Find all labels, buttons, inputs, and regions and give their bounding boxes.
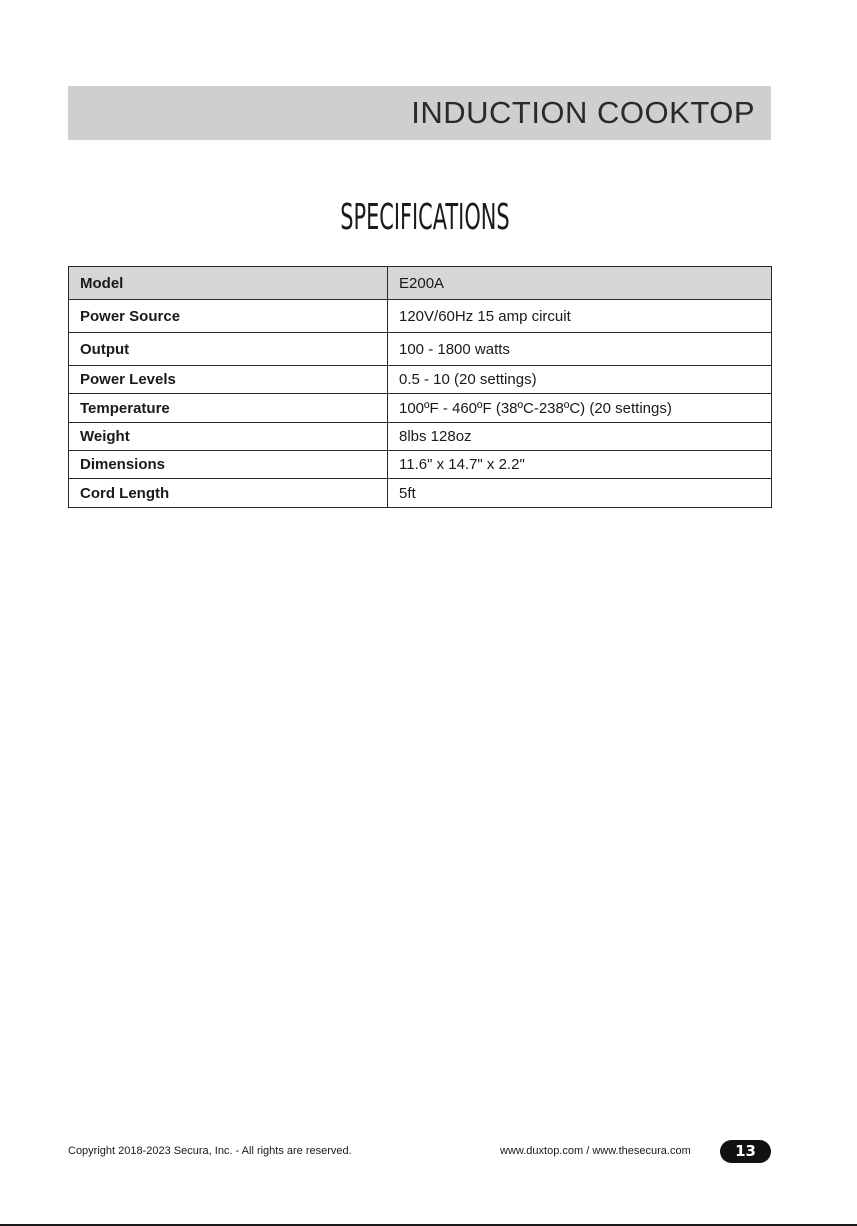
spec-label: Dimensions xyxy=(69,451,388,479)
spec-value: 5ft xyxy=(388,479,772,508)
spec-label: Weight xyxy=(69,423,388,451)
table-row xyxy=(69,451,772,479)
table-row xyxy=(69,423,772,451)
spec-value: 11.6" x 14.7" x 2.2" xyxy=(388,451,772,479)
footer-website-links: www.duxtop.com / www.thesecura.com xyxy=(500,1145,691,1157)
spec-label: Model xyxy=(69,267,388,300)
section-title: SPECIFICATIONS xyxy=(340,197,510,238)
spec-value: 8lbs 128oz xyxy=(388,423,772,451)
page-number-badge: 13 xyxy=(720,1140,771,1163)
spec-value: 100 - 1800 watts xyxy=(388,333,772,366)
table-row xyxy=(69,333,772,366)
table-row xyxy=(69,394,772,423)
footer-copyright: Copyright 2018-2023 Secura, Inc. - All rights are reserved. xyxy=(68,1145,352,1157)
spec-label: Temperature xyxy=(69,394,388,423)
spec-value: 0.5 - 10 (20 settings) xyxy=(388,366,772,394)
spec-label: Power Source xyxy=(69,300,388,333)
spec-label: Output xyxy=(69,333,388,366)
table-row xyxy=(69,267,772,300)
table-row xyxy=(69,366,772,394)
spec-value: E200A xyxy=(388,267,772,300)
table-row xyxy=(69,300,772,333)
table-row xyxy=(69,479,772,508)
spec-label: Cord Length xyxy=(69,479,388,508)
spec-label: Power Levels xyxy=(69,366,388,394)
specifications-table xyxy=(68,266,772,508)
spec-value: 100ºF - 460ºF (38ºC-238ºC) (20 settings) xyxy=(388,394,772,423)
header-band xyxy=(68,86,771,140)
spec-value: 120V/60Hz 15 amp circuit xyxy=(388,300,772,333)
header-title: INDUCTION COOKTOP xyxy=(411,95,755,130)
